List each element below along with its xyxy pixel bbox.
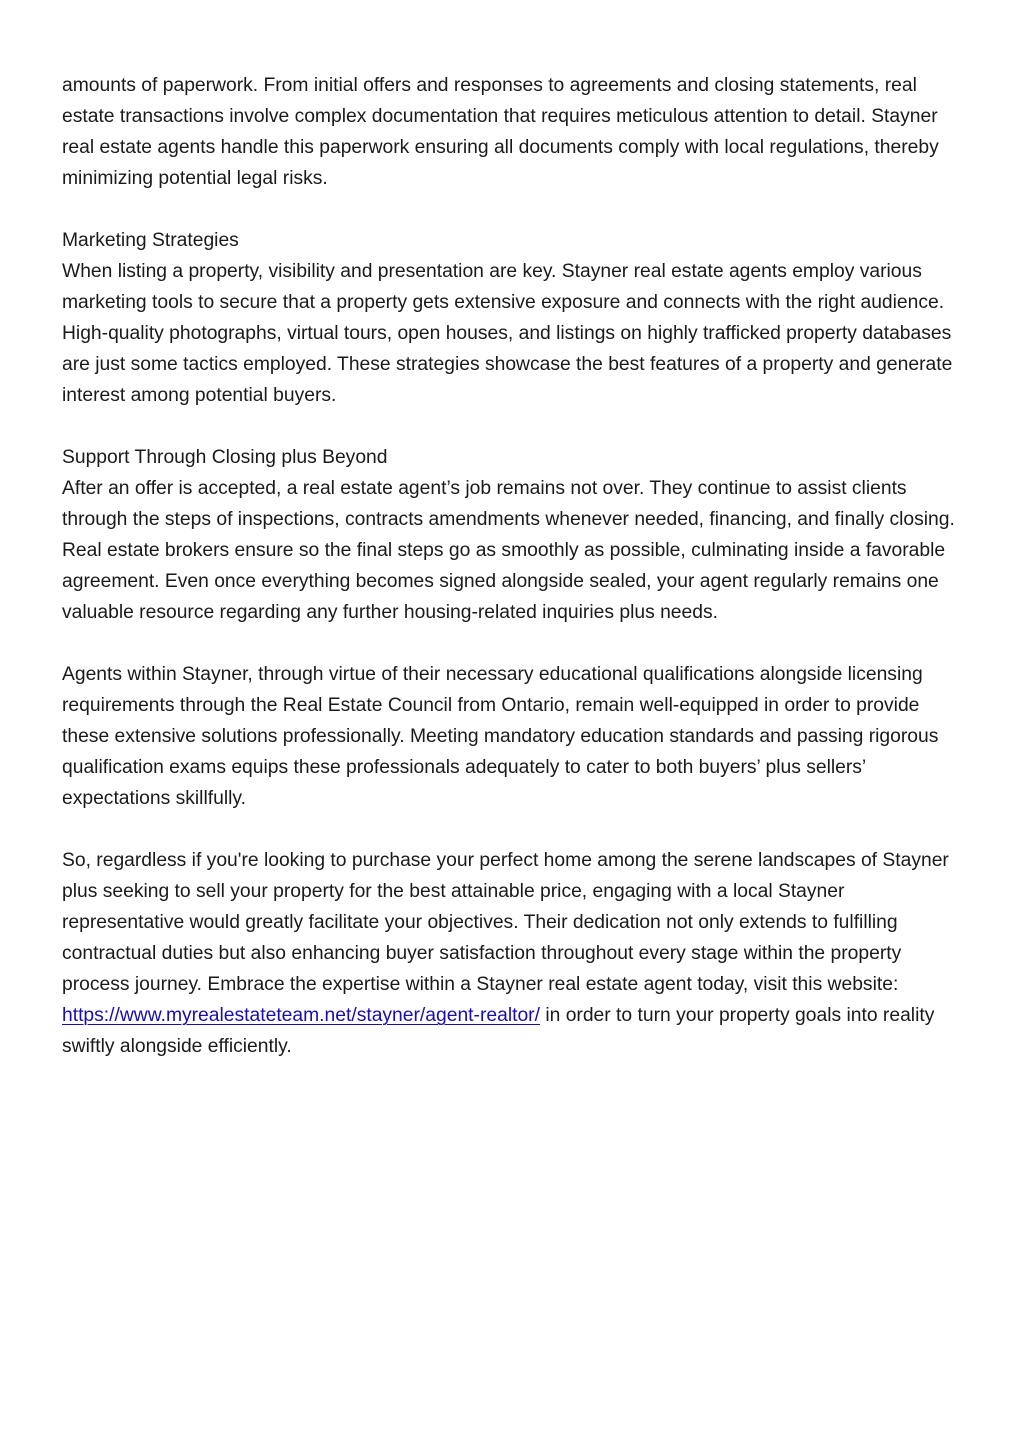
support-section: [62, 442, 967, 628]
support-paragraph: After an offer is accepted, a real estate agent’s job remains not over. They continue to assist clients through the steps of inspections, contracts amendments whenever needed, financing, and finally closing. Real estate brokers ensure so the final steps go as smoothly as possible, culminating inside a favorable agreement. Even once everything becomes signed alongside sealed, your agent regularly remains one valuable resource regarding any further housing-related inquiries plus needs.: [62, 478, 955, 623]
support-heading: Support Through Closing plus Beyond: [62, 447, 388, 468]
agents-section: [62, 659, 967, 814]
marketing-heading: Marketing Strategies: [62, 230, 239, 251]
closing-text-after: in order to turn your property goals into reality swiftly alongside efficiently.: [62, 1005, 935, 1057]
closing-paragraph: [62, 845, 967, 1062]
paperwork-paragraph: amounts of paperwork. From initial offers and responses to agreements and closing statements, real estate transactions involve complex documentation that requires meticulous attention to detail. Stayner real estate agents handle this paperwork ensuring all documents comply with local regulations, thereby minimizing potential legal risks.: [62, 75, 939, 189]
agents-paragraph: Agents within Stayner, through virtue of their necessary educational qualifications alongside licensing requirements through the Real Estate Council from Ontario, remain well-equipped in order to provide these extensive solutions professionally. Meeting mandatory education standards and passing rigorous qualification exams equips these professionals adequately to cater to both buyers’ plus sellers’ expectations skillfully.: [62, 664, 939, 809]
website-link[interactable]: https://www.myrealestateteam.net/stayner/agent-realtor/: [62, 1005, 540, 1026]
document-page: [62, 70, 967, 1093]
paperwork-section: [62, 70, 967, 194]
closing-text-before: So, regardless if you're looking to purchase your perfect home among the serene landscapes of Stayner plus seeking to sell your property for the best attainable price, engaging with a local Stayner representative would greatly facilitate your objectives. Their dedication not only extends to fulfilling contractual duties but also enhancing buyer satisfaction throughout every stage within the property process journey. Embrace the expertise within a Stayner real estate agent today, visit this website:: [62, 850, 949, 995]
marketing-section: [62, 225, 967, 411]
closing-section: [62, 845, 967, 1062]
marketing-paragraph: When listing a property, visibility and presentation are key. Stayner real estate agents employ various marketing tools to secure that a property gets extensive exposure and connects with the right audience. High-quality photographs, virtual tours, open houses, and listings on highly trafficked property databases are just some tactics employed. These strategies showcase the best features of a property and generate interest among potential buyers.: [62, 261, 953, 406]
